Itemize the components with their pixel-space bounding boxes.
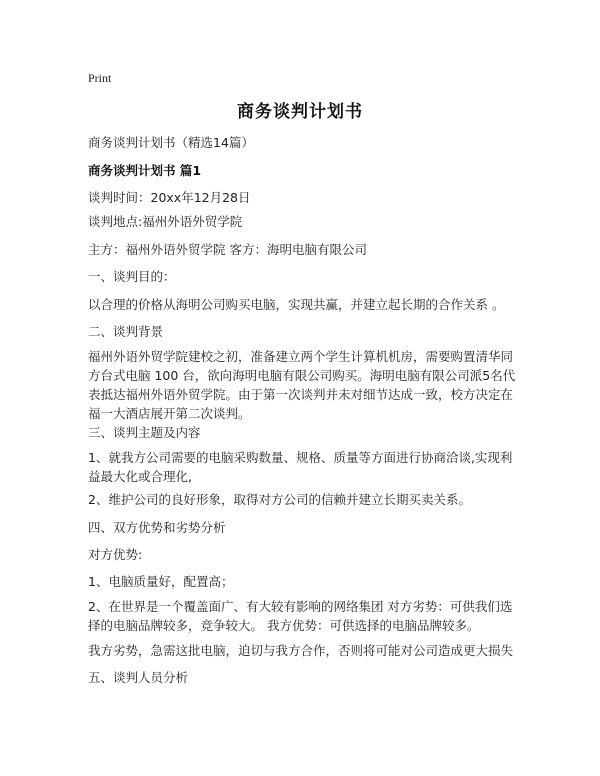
document-title: 商务谈判计划书 xyxy=(237,102,363,122)
background-text: 福州外语外贸学院建校之初，准备建立两个学生计算机机房，需要购置清华同方台式电脑 100 台，欲向海明电脑有限公司购买。海明电脑有限公司派5名代表抵达福州外语外贸学院。由于第一次谈判并未对细节达成一致，校方决定在福一大酒店展开第二次谈判。 xyxy=(88,349,516,421)
advantage-item-1: 1、电脑质量好，配置高； xyxy=(88,574,234,589)
print-link[interactable]: Print xyxy=(88,71,112,85)
topic-item-1: 1、就我方公司需要的电脑采购数量、规格、质量等方面进行协商洽谈,实现利益最大化或合理化, xyxy=(88,450,513,484)
our-weakness-text: 我方劣势，急需这批电脑，迫切与我方合作，否则将可能对公司造成更大损失 xyxy=(88,643,514,658)
their-advantage-label: 对方优势: xyxy=(88,547,143,562)
topic-item-2: 2、维护公司的良好形象，取得对方公司的信赖并建立长期买卖关系。 xyxy=(88,492,471,507)
purpose-text: 以合理的价格从海明公司购买电脑，实现共赢，并建立起长期的合作关系 。 xyxy=(88,297,505,312)
heading-topic: 三、谈判主题及内容 xyxy=(88,425,201,440)
advantage-item-2: 2、在世界是一个覆盖面广、有大较有影响的网络集团 对方劣势：可供我们选择的电脑品牌较多，竞争较大。 我方优势：可供选择的电脑品牌较多。 xyxy=(88,599,513,633)
heading-purpose: 一、谈判目的： xyxy=(88,269,176,284)
negotiation-time: 谈判时间：20xx年12月28日 xyxy=(88,190,251,205)
negotiation-parties: 主方：福州外语外贸学院 客方：海明电脑有限公司 xyxy=(88,242,367,257)
section-heading: 商务谈判计划书 篇1 xyxy=(88,163,202,178)
heading-swot: 四、双方优势和劣势分析 xyxy=(88,520,226,535)
heading-personnel: 五、谈判人员分析 xyxy=(88,670,189,685)
heading-background: 二、谈判背景 xyxy=(88,324,164,339)
negotiation-place: 谈判地点:福州外语外贸学院 xyxy=(88,214,243,229)
document-subtitle: 商务谈判计划书（精选14篇） xyxy=(88,135,254,150)
